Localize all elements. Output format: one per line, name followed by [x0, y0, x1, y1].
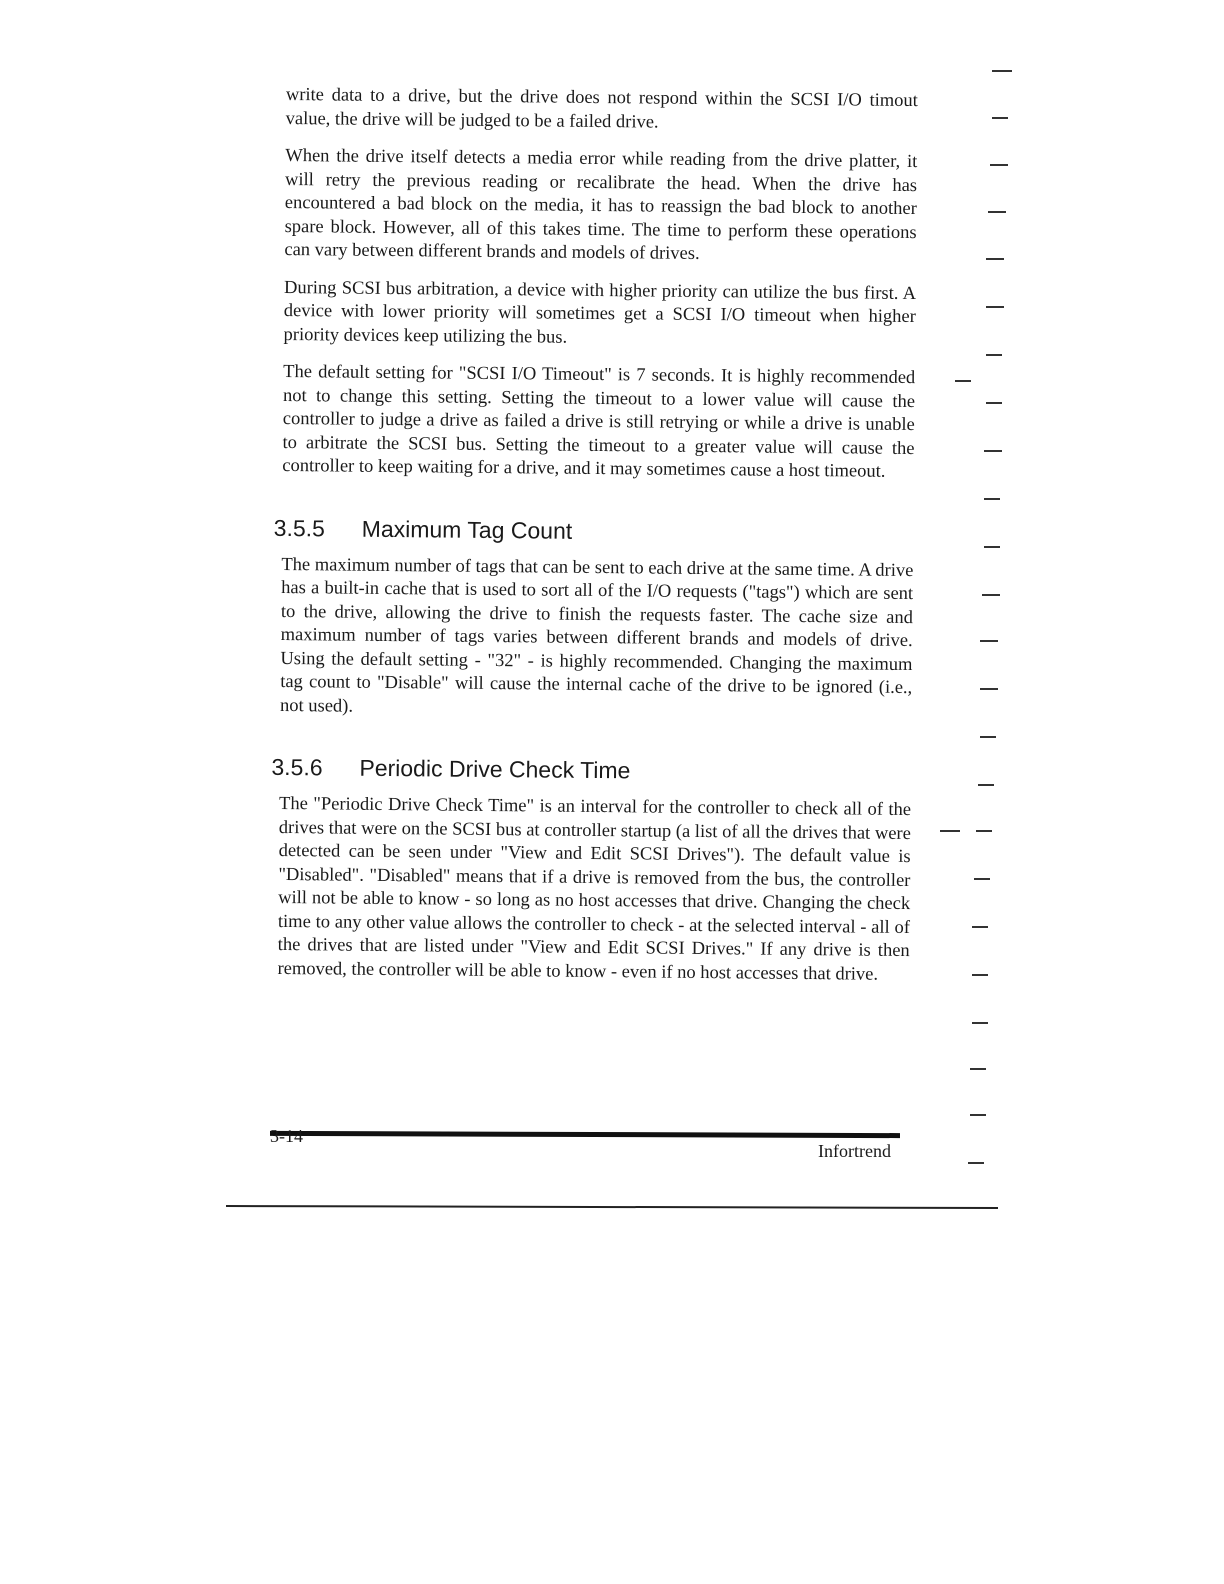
margin-tick: [982, 594, 1000, 596]
page-edge-rule: [226, 1205, 998, 1209]
margin-tick: [968, 1162, 984, 1164]
margin-tick: [990, 164, 1008, 166]
margin-tick: [986, 306, 1004, 308]
margin-tick: [980, 736, 996, 738]
margin-tick: [970, 1114, 986, 1116]
margin-tick: [972, 1022, 988, 1024]
margin-tick: [976, 830, 992, 832]
margin-tick: [992, 117, 1008, 119]
paragraph-periodic-check: The "Periodic Drive Check Time" is an interval for the controller to check all of the drives that were on the SCSI bus at controller startup (a list of all the drives that were detected can be seen under "View and Edit SCSI Drives"). The default value is "Disabled". "Disabled" means that if a drive is removed from the bus, the controller will not be able to know - so long as no host accesses that drive. Changing the check time to any other value allows the controller to check - at the selected interval - all of the drives that are listed under "View and Edit SCSI Drives." If any drive is then removed, the controller will be able to know - even if no host accesses that drive.: [277, 793, 912, 985]
margin-tick: [992, 70, 1012, 72]
margin-tick: [984, 498, 1000, 500]
page-number: 3-14: [270, 1126, 303, 1146]
margin-tick: [984, 546, 1000, 548]
margin-tick: [974, 878, 990, 880]
footer-rule: [270, 1131, 900, 1138]
paragraph-timeout-judge: write data to a drive, but the drive does not respond within the SCSI I/O timout value, the drive will be judged to be a failed drive.: [285, 84, 918, 133]
section-title: Periodic Drive Check Time: [359, 754, 631, 784]
section-heading-periodic-check: [271, 754, 911, 787]
margin-tick: [955, 380, 971, 382]
footer-brand: Infortrend: [818, 1141, 891, 1161]
paragraph-default-timeout: The default setting for "SCSI I/O Timeout" is 7 seconds. It is highly recommended not to change this setting. Setting the timeout to a lower value will cause the controller to judge a drive as failed a drive is still retrying or while a drive is unable to arbitrate the SCSI bus. Setting the timeout to a greater value will cause the controller to keep waiting for a drive, and it may sometimes cause a host timeout.: [282, 361, 916, 482]
margin-tick: [986, 354, 1002, 356]
margin-tick: [988, 211, 1006, 213]
margin-tick: [972, 926, 988, 928]
paragraph-bus-arbitration: During SCSI bus arbitration, a device with higher priority can utilize the bus first. A device with lower priority will sometimes get a SCSI I/O timeout when higher priority devices keep utilizing the bus.: [283, 277, 917, 348]
margin-tick: [980, 640, 998, 642]
section-heading-max-tag-count: [274, 514, 914, 547]
paragraph-media-error: When the drive itself detects a media error while reading from the drive platter, it will retry the previous reading or recalibrate the head. When the drive has encountered a bad block on the media, it has to reassign the bad block to another spare block. However, all of this takes time. The time to perform these operations can vary between different brands and models of drives.: [284, 145, 918, 264]
margin-tick: [940, 830, 960, 832]
paragraph-max-tag-count: The maximum number of tags that can be sent to each drive at the same time. A drive has a built-in cache that is used to sort all of the I/O requests ("tags") which are sent to the drive, allowing the drive to finish the requests faster. The cache size and maximum number of tags varies between different brands and models of drive. Using the default setting - "32" - is highly recommended. Changing the maximum tag count to "Disable" will cause the internal cache of the drive to be ignored (i.e., not used).: [279, 554, 914, 717]
section-number: 3.5.5: [273, 514, 326, 541]
margin-tick: [980, 688, 998, 690]
margin-tick: [978, 784, 994, 786]
margin-tick: [984, 450, 1002, 452]
margin-tick: [970, 1068, 986, 1070]
margin-tick: [972, 974, 988, 976]
page-body: [271, 84, 918, 1001]
margin-tick: [986, 402, 1002, 404]
section-number: 3.5.6: [271, 753, 323, 781]
margin-tick: [986, 258, 1004, 260]
section-title: Maximum Tag Count: [361, 515, 573, 544]
